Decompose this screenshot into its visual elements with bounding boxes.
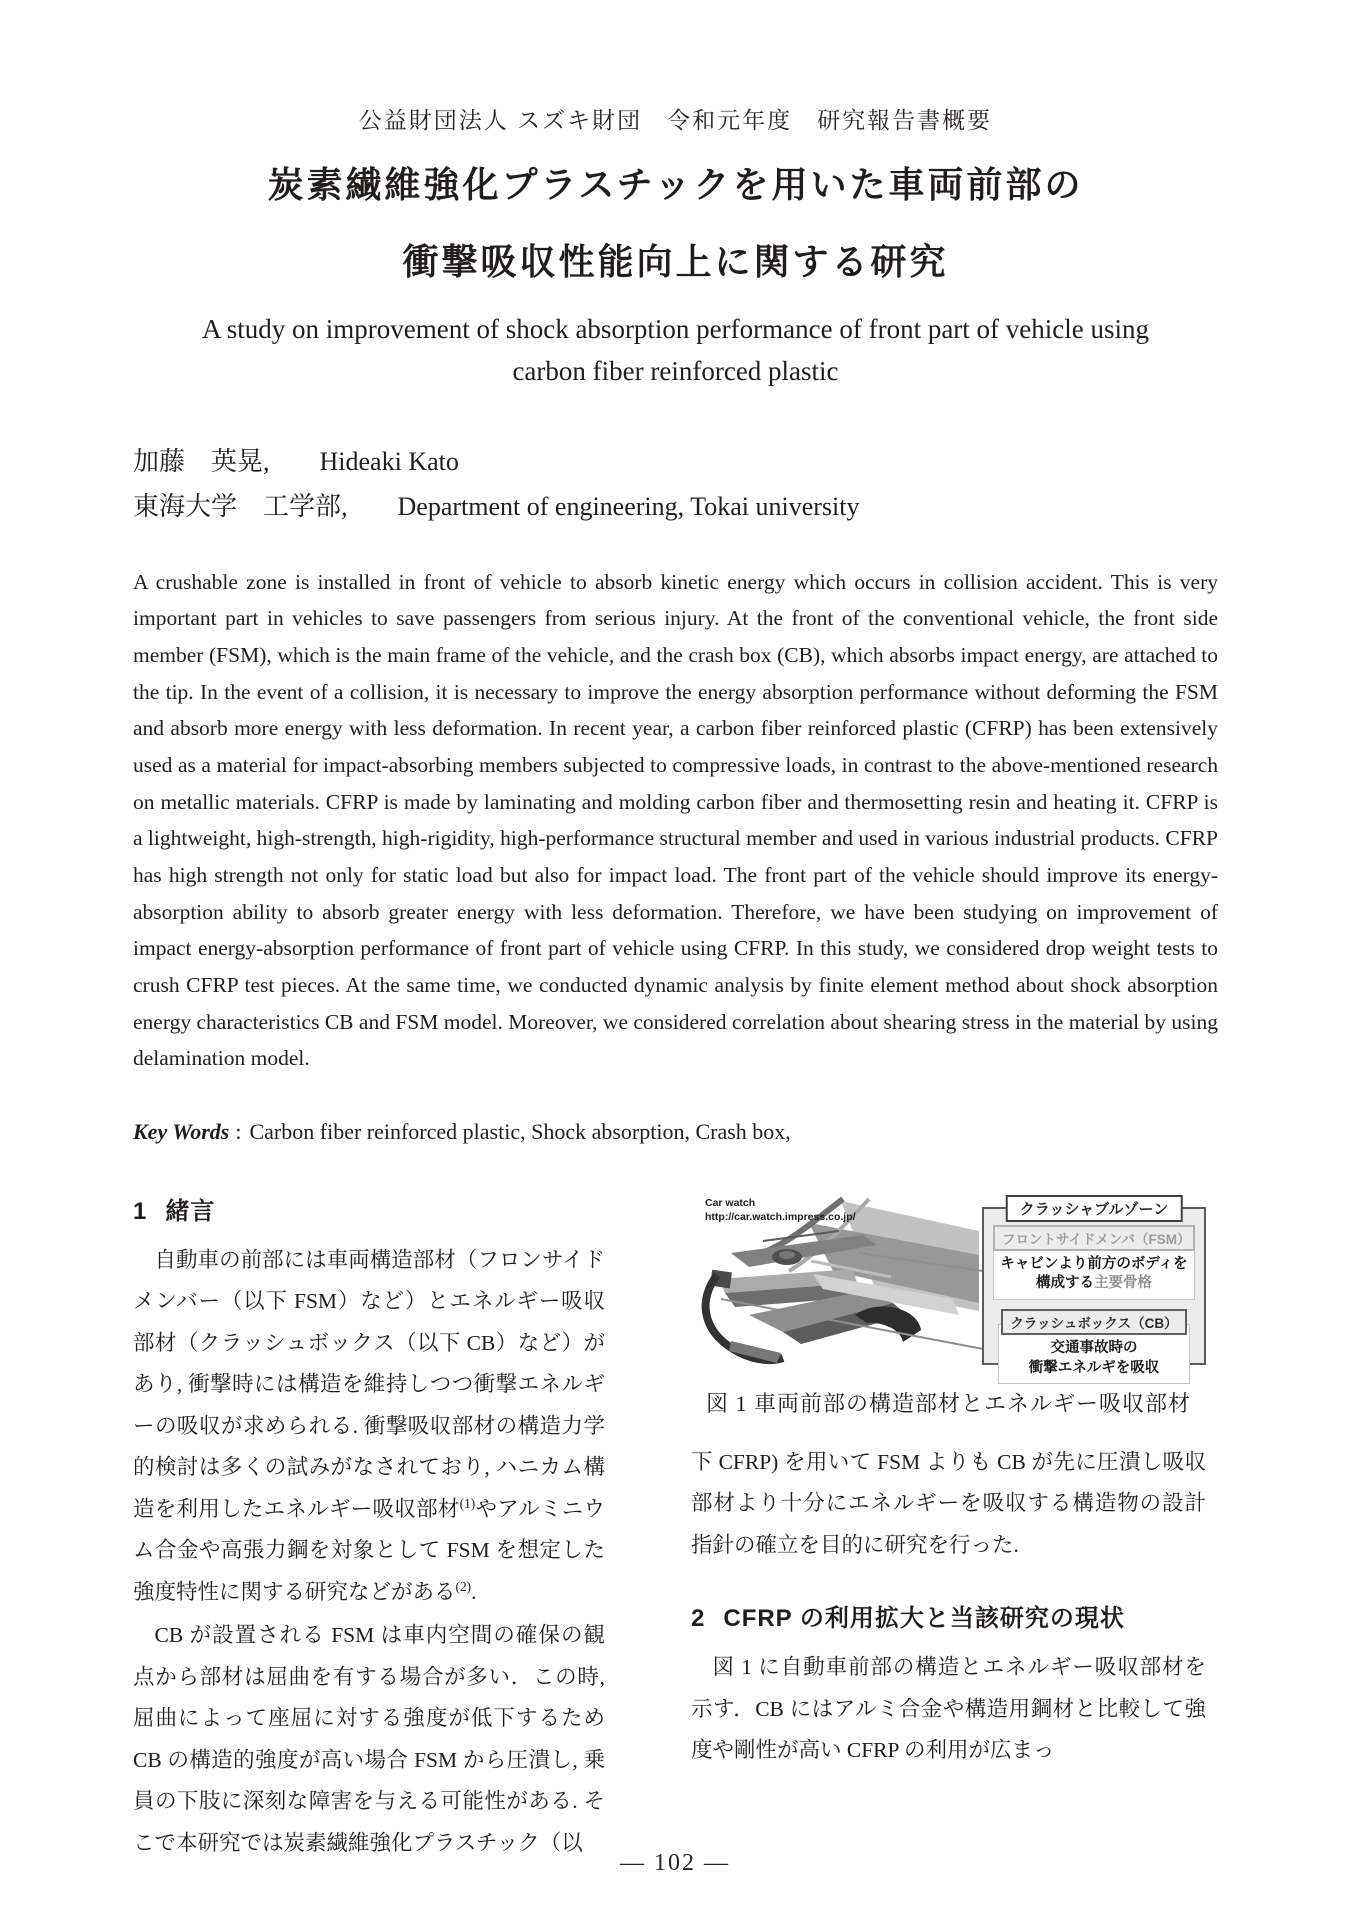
page-number: — 102 — — [620, 1850, 730, 1876]
fsm-description-line2-gray: 主要骨格 — [1094, 1275, 1152, 1292]
section1-paragraph1 — [133, 1240, 605, 1613]
keywords-list: Carbon fiber reinforced plastic, Shock absorption, Crash box, — [249, 1118, 791, 1144]
section2-heading — [691, 1598, 1206, 1633]
figure1-caption: 図 1 車両前部の構造部材とエネルギー吸収部材 — [705, 1390, 1191, 1416]
cb-title-box: クラッシュボックス（CB） — [1001, 1309, 1186, 1335]
keywords-label: Key Words — [133, 1118, 230, 1144]
fsm-title-box: フロントサイドメンバ（FSM） — [993, 1225, 1195, 1251]
cb-description-line2: 衝撃エネルギを吸収 — [1028, 1359, 1160, 1376]
paper-title-en-line2: carbon fiber reinforced plastic — [512, 355, 839, 386]
left-column — [133, 1191, 605, 1864]
paper-title-en — [133, 309, 1218, 393]
right-column — [691, 1191, 1206, 1864]
paper-title-en-line1: A study on improvement of shock absorption performance of front part of vehicle using — [201, 314, 1150, 344]
section1-paragraph1-text1: 自動車の前部には車両構造部材（フロンサイドメンバー（以下 FSM）など）とエネルギー吸収部材（クラッシュボックス（以下 CB）など）があり, 衝撃時には構造を維持しつつ衝撃エネルギーの吸収が求められる. 衝撃吸収部材の構造力学的検討は多くの試みがなされており, ハニカム構造を利用したエネルギー吸収部材 — [133, 1247, 605, 1521]
two-column-body — [133, 1191, 1218, 1864]
figure1-image-credit — [705, 1197, 856, 1224]
section1-continuation-paragraph: 下 CFRP) を用いて FSM よりも CB が先に圧潰し吸収部材より十分にエネルギーを吸収する構造物の設計指針の確立を目的に研究を行った. — [691, 1449, 1206, 1557]
author-affiliation-en: Department of engineering, Tokai university — [397, 492, 860, 522]
figure1-credit-source: Car watch — [705, 1196, 756, 1209]
reference-1-superscript: (1) — [459, 1495, 476, 1511]
figure1-credit-url: http://car.watch.impress.co.jp/ — [705, 1210, 856, 1223]
figure1-content — [691, 1191, 1206, 1375]
crushable-zone-label: クラッシャブルゾーン — [1006, 1195, 1183, 1222]
author-affiliation-row — [133, 484, 1218, 530]
section1-title: 緒言 — [165, 1197, 216, 1225]
author-name-jp: 加藤 英晃, — [133, 446, 270, 476]
keywords-line — [133, 1119, 1218, 1145]
section1-number: 1 — [133, 1197, 148, 1225]
abstract-paragraph: A crushable zone is installed in front of vehicle to absorb kinetic energy which occurs in collision accident. This is very important part in vehicles to save passengers from serious injury. At the front of the conventional vehicle, the front side member (FSM), which is the main frame of the vehicle, and the crash box (CB), which absorbs impact energy, are attached to the tip. In the event of a collision, it is necessary to improve the energy absorption performance without deforming the FSM and absorb more energy with less deformation. In recent year, a carbon fiber reinforced plastic (CFRP) has been extensively used as a material for impact-absorbing members subjected to compressive loads, in contrast to the above-mentioned research on metallic materials. CFRP is made by laminating and molding carbon fiber and thermosetting resin and heating it. CFRP is a lightweight, high-strength, high-rigidity, high-performance structural member and used in various industrial products. CFRP has high strength not only for static load but also for impact load. The front part of the vehicle should improve its energy-absorption ability to absorb greater energy with less deformation. Therefore, we have been studying on improvement of impact energy-absorption performance of front part of vehicle using CFRP. In this study, we considered drop weight tests to crush CFRP test pieces. At the same time, we conducted dynamic analysis by finite element method about shock absorption energy characteristics CB and FSM model. Moreover, we considered correlation about shearing stress in the material by using delamination model. — [133, 569, 1218, 1071]
section1-paragraph1-text2: やアルミニウム合金や高張力鋼を対象として FSM を想定した強度特性に関する研究などがある — [133, 1496, 605, 1604]
section1-heading — [133, 1191, 605, 1226]
fsm-description-line2 — [998, 1274, 1190, 1294]
figure1 — [691, 1191, 1206, 1418]
section2-number: 2 — [691, 1605, 706, 1633]
author-affiliation-jp: 東海大学 工学部, — [133, 492, 348, 522]
author-name-row — [133, 439, 1218, 485]
figure1-label-panel — [982, 1200, 1206, 1376]
section2-title: CFRP の利用拡大と当該研究の現状 — [723, 1605, 1125, 1633]
author-name-en: Hideaki Kato — [319, 446, 459, 476]
reference-2-superscript: (2) — [455, 1578, 472, 1594]
paper-title-jp-line1: 炭素繊維強化プラスチックを用いた車両前部の — [267, 164, 1084, 205]
keywords-colon: : — [235, 1118, 242, 1144]
organization-header: 公益財団法人 スズキ財団 令和元年度 研究報告書概要 — [358, 107, 993, 133]
cb-description-line1: 交通事故時の — [1050, 1340, 1138, 1356]
author-block — [133, 439, 1218, 530]
cb-label-group — [998, 1309, 1190, 1384]
section1-paragraph1-text3: . — [471, 1579, 477, 1604]
fsm-description-line1: キャビンより前方のボディを — [1000, 1255, 1188, 1272]
fsm-description-line2-black: 構成する — [1036, 1275, 1094, 1292]
section2-paragraph1: 図 1 に自動車前部の構造とエネルギー吸収部材を示す．CB にはアルミ合金や構造用鋼材と比較して強度や剛性が高い CFRP の利用が広まっ — [691, 1655, 1206, 1763]
fsm-label-group — [993, 1225, 1195, 1300]
paper-title-jp-line2: 衝撃吸収性能向上に関する研究 — [402, 241, 949, 282]
section1-paragraph2: CB が設置される FSM は車内空間の確保の観点から部材は屈曲を有する場合が多い．この時, 屈曲によって座屈に対する強度が低下するため CB の構造的強度が高い場合 FSM から圧潰し, 乗員の下肢に深刻な障害を与える可能性がある. そこで本研究では炭素繊維強化プラスチック（以 — [133, 1623, 605, 1855]
